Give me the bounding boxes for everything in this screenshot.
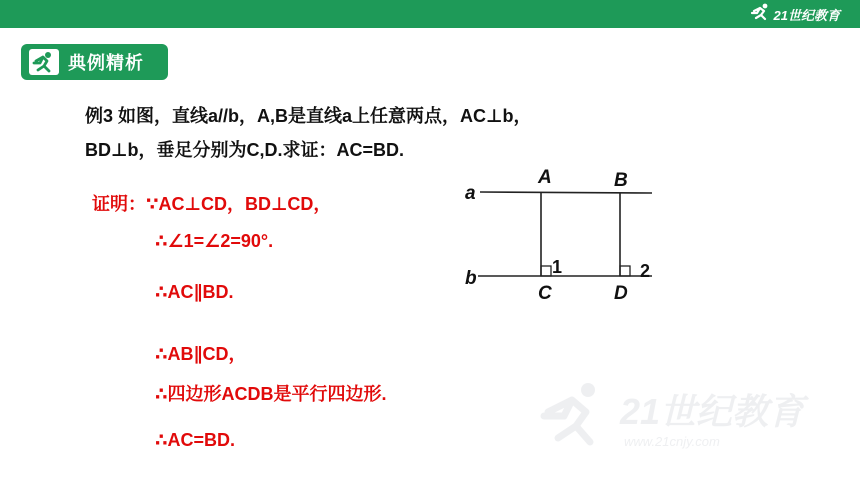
proof-line-2: ∴∠1=∠2=90°. — [155, 231, 274, 251]
proof-line-1: 证明：∵AC⊥CD，BD⊥CD， — [92, 194, 332, 214]
brand-text: 21世纪教育 — [773, 7, 840, 23]
label-line-a: a — [465, 183, 476, 204]
label-line-b: b — [465, 268, 477, 289]
proof-line-4: ∴AB∥CD， — [155, 344, 247, 364]
proof-line-3: ∴AC∥BD. — [155, 282, 234, 302]
label-point-a: A — [538, 167, 552, 188]
label-point-c: C — [538, 283, 552, 304]
proof-line-6: ∴AC=BD. — [155, 430, 236, 450]
problem-line-1: 例3 如图，直线a//b，A,B是直线a上任意两点，AC⊥b， — [85, 106, 532, 126]
line-a — [480, 192, 652, 193]
right-angle-mark-2 — [620, 266, 630, 276]
watermark-runner-icon — [544, 383, 595, 442]
watermark — [540, 380, 840, 455]
label-point-b: B — [614, 170, 628, 191]
section-title: 典例精析 — [68, 53, 144, 73]
label-angle-2: 2 — [640, 261, 651, 281]
watermark-text: 21世纪教育 — [620, 391, 805, 432]
label-point-d: D — [614, 283, 628, 304]
right-angle-mark-1 — [541, 266, 551, 276]
proof-line-5: ∴四边形ACDB是平行四边形. — [155, 384, 387, 404]
problem-line-2: BD⊥b，垂足分别为C,D.求证：AC=BD. — [85, 140, 404, 160]
label-angle-1: 1 — [552, 257, 563, 277]
watermark-url: www.21cnjy.com — [624, 434, 720, 449]
